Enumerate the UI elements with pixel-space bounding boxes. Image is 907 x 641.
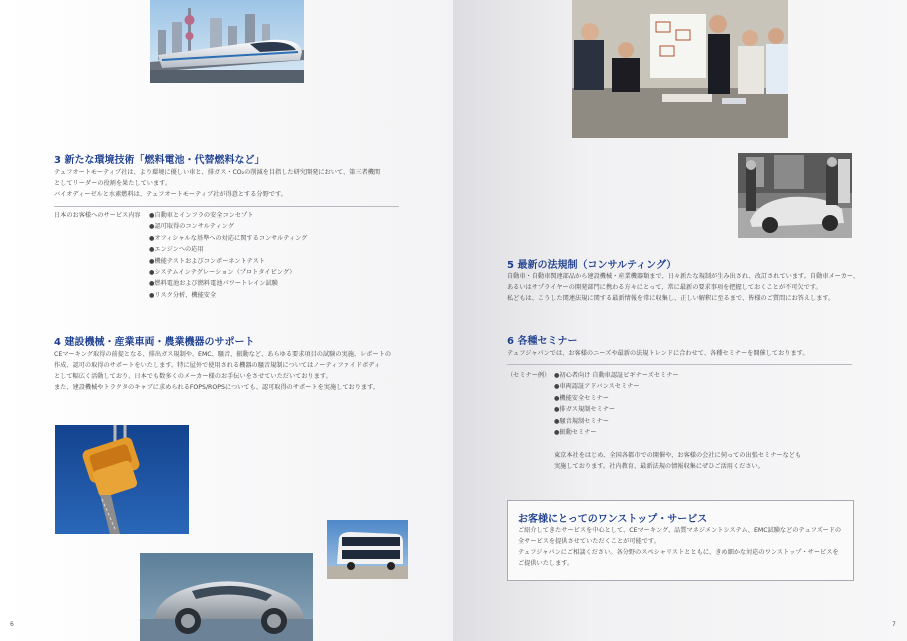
paragraph-line: また、建設機械やトラクタのキャブに求められるFOPS/ROPSについても、認可取得のサポートを実施しております。	[54, 384, 379, 391]
divider	[54, 206, 399, 207]
paragraph-line: 東京本社をはじめ、全国各都市での開催や、お客様の会社に伺っての出張セミナーなども	[554, 452, 802, 459]
page-number: 6	[10, 621, 14, 628]
list-item: ●車両認証アドバンスセミナー	[554, 383, 640, 391]
list-item: ●オフィシャルな基準への対応に関するコンサルティング	[149, 234, 308, 242]
list-item: ●振動セミナー	[554, 429, 597, 437]
list-item: ●初心者向け 自動車認証ビギナーズセミナー	[554, 372, 679, 379]
paragraph-line: 実施しております。社内教育、最新法規の情報収集にぜひご活用ください。	[554, 463, 764, 470]
section-3-body	[54, 167, 380, 200]
right-page	[453, 0, 907, 641]
car-inspection-photo	[738, 153, 852, 238]
left-page	[0, 0, 453, 641]
paragraph-line: テュフジャパンにご相談ください。各分野のスペシャリストとともに、きめ細かな対応のワンストップ・サービスを	[518, 549, 839, 556]
section-5-body	[507, 271, 859, 304]
business-meeting-photo	[572, 0, 788, 138]
page-number: 7	[892, 621, 896, 628]
paragraph-line: 作成、認可の取得のサポートをいたします。特に屋外で使用される機器の騒音規制についてはノーティファイドボディ	[54, 362, 381, 369]
paragraph-line: 自動車・自動車関連部品から建設機械・産業機器類まで、日々新たな規制が生み出され、改訂されています。自動車メーカー、	[507, 273, 860, 280]
concept-car-photo	[140, 553, 313, 641]
list-item: ●エンジンへの応用	[149, 246, 204, 254]
maglev-train-photo	[150, 0, 304, 83]
divider	[507, 364, 852, 365]
service-list-label: 日本のお客様へのサービス内容	[54, 212, 141, 219]
paragraph-line: CEマーキング取得の前提となる、排出ガス規制や、EMC、騒音、振動など、あらゆる要求項目の試験の実施、レポートの	[54, 351, 392, 358]
list-item: ●燃料電池および燃料電池パワートレイン試験	[149, 280, 278, 288]
list-item: ●システムインテグレーション（プロトタイピング）	[149, 269, 296, 277]
list-item: ●機能安全セミナー	[554, 394, 609, 402]
double-decker-bus-photo	[327, 520, 408, 579]
one-stop-service-box	[507, 500, 854, 581]
one-stop-heading: お客様にとってのワンストップ・サービス	[518, 514, 708, 525]
paragraph-line: としてリーダーの役割を果たしています。	[54, 180, 172, 187]
section-4-heading: 4 建設機械・産業車両・農業機器のサポート	[54, 337, 255, 348]
section-4-body	[54, 349, 391, 393]
crane-hook-photo	[55, 425, 189, 534]
seminar-note	[554, 450, 801, 472]
list-item: ●機能テストおよびコンポーネントテスト	[149, 257, 265, 265]
list-item: ●騒音規制セミナー	[554, 417, 609, 425]
paragraph-line: テュフオートモーティブ社は、より環境に優しい車と、排ガス・CO₂の削減を目指した研究開発において、第三者機関	[54, 169, 381, 176]
section-5-heading: 5 最新の法規制（コンサルティング）	[507, 260, 677, 271]
seminar-list	[554, 370, 679, 438]
list-item: ●リスク分析、機能安全	[149, 291, 217, 299]
paragraph-line: 私どもは、こうした関連法規に関する最新情報を常に収集し、正しい解釈に至るまで、皆様のご質問にお答えします。	[507, 295, 835, 302]
list-item: ●排ガス規制セミナー	[554, 406, 616, 414]
section-3-heading: 3 新たな環境技術「燃料電池・代替燃料など」	[54, 155, 265, 166]
paragraph-line: ご提供いたします。	[518, 560, 574, 567]
one-stop-body	[518, 525, 841, 569]
list-item: ●認可取得のコンサルティング	[149, 223, 234, 231]
section-6-heading: 6 各種セミナー	[507, 336, 578, 347]
paragraph-line: バイオディーゼルと水素燃料は、テュフオートモーティブ社が得意とする分野です。	[54, 191, 287, 198]
list-item: ●自動車とインフラの安全コンセプト	[149, 212, 254, 219]
paragraph-line: ご紹介してきたサービスを中心として、CEマーキング、品質マネジメントシステム、EMC試験などのテュフズードの	[518, 527, 842, 534]
paragraph-line: として幅広く活動しており、日本でも数多くのメーカー様のお手伝いをさせていただいております。	[54, 373, 332, 380]
service-list	[149, 210, 307, 301]
section-6-intro: テュフジャパンでは、お客様のニーズや最新の法規トレンドに合わせて、各種セミナーを開催しております。	[507, 350, 809, 357]
paragraph-line: 全サービスを提供させていただくことが可能です。	[518, 538, 660, 545]
seminar-list-label: （セミナー例）	[507, 372, 551, 379]
paragraph-line: あるいはサプライヤーの開発部門に携わる方々にとって、常に最新の要求事項を把握しておくことが不可欠です。	[507, 284, 822, 291]
